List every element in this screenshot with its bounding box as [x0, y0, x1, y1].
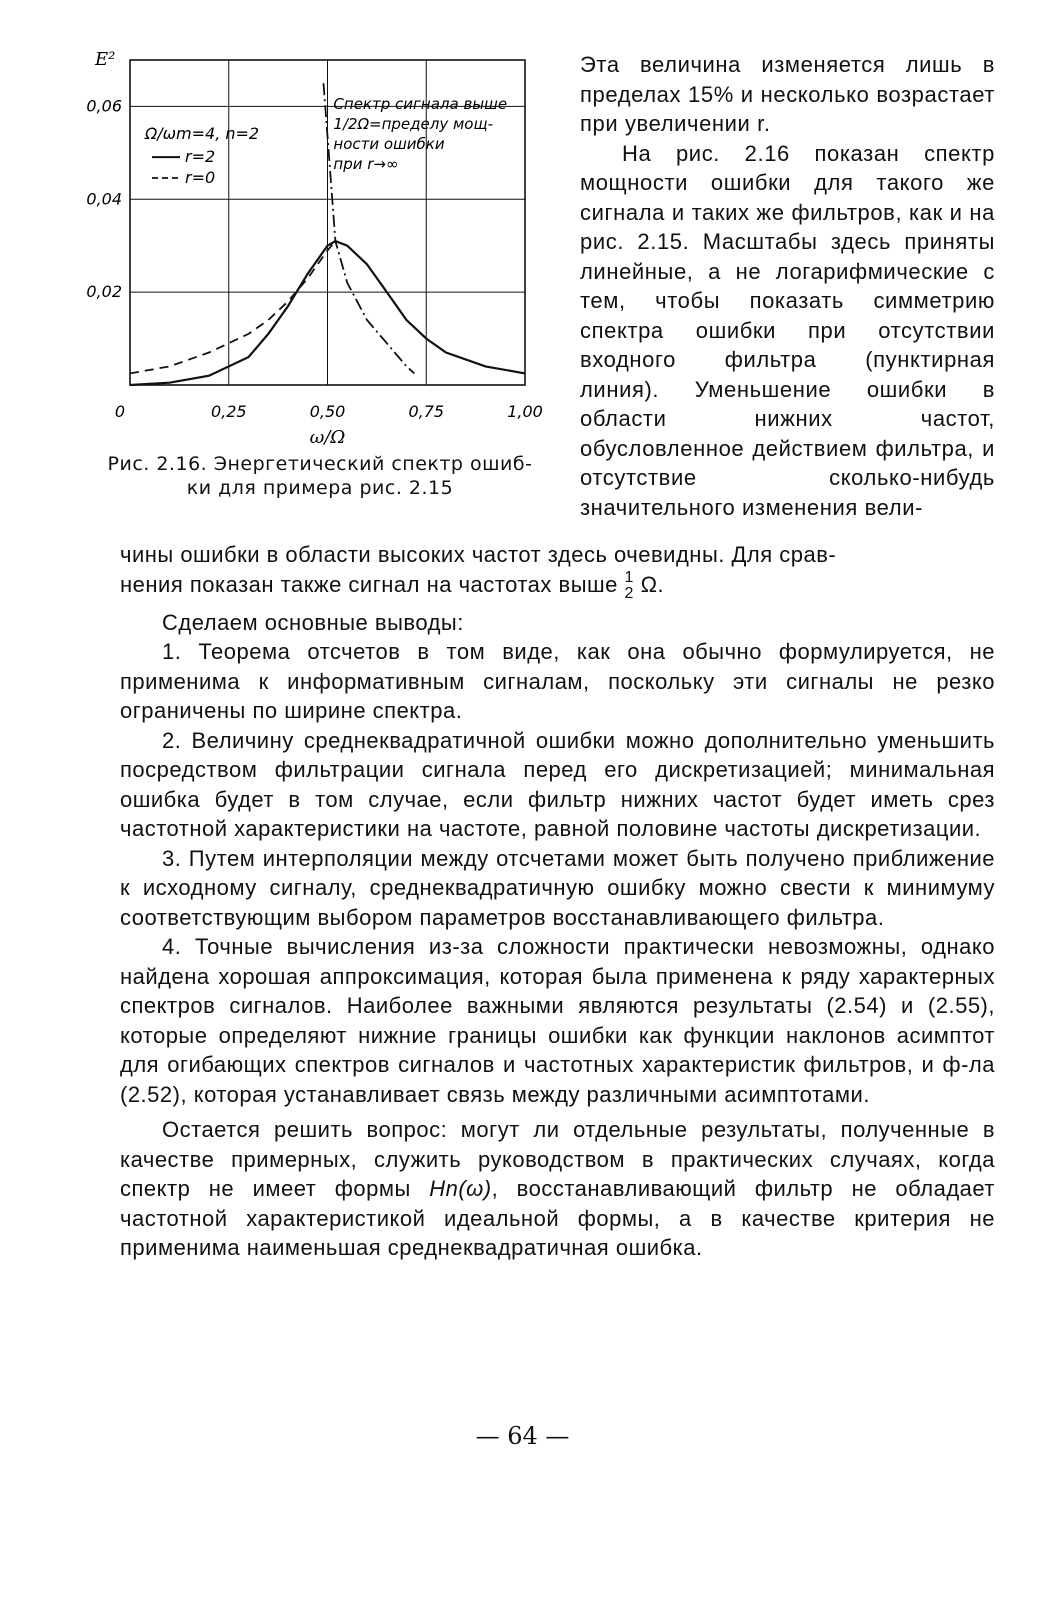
conclusion-item-3: 3. Путем интерполяции между отсчетами может быть получено приближение к исходному сигналу, среднеквадратичную ошибку можно свести к минимуму соответствующим выбором параметров восстанавливающего фильтра. — [120, 845, 995, 930]
conclusions-intro: Сделаем основные выводы: — [162, 609, 464, 635]
conclusion-item-1: 1. Теорема отсчетов в том виде, как она обычно формулируется, не применима к информативным сигналам, поскольку эти сигналы не резко ограничены по ширине спектра. — [120, 639, 995, 724]
main-body-text — [120, 540, 995, 1263]
legend-solid-label: r=2 — [185, 147, 216, 167]
annotation-line-0: Спектр сигнала выше — [333, 94, 508, 113]
x-axis-label: ω/Ω — [309, 427, 346, 448]
legend-dashed-label: r=0 — [185, 168, 216, 188]
annotation-line-1: 1/2Ω=пределу мощ- — [333, 114, 494, 133]
conclusion-item-2: 2. Величину среднеквадратичной ошибки можно дополнительно уменьшить посредством фильтрации сигнала перед его дискретизацией; минимальная ошибка будет в том случае, если фильтр нижних частот будет иметь срез частотной характеристики на частоте, равной половине частоты дискретизации. — [120, 727, 995, 842]
x-tick-label-1: 0,25 — [210, 402, 247, 421]
series-line-r0 — [130, 241, 335, 373]
x-tick-label-0: 0 — [114, 402, 126, 421]
continuation-text: нения показан также сигнал на частотах выше — [120, 571, 618, 597]
error-spectrum-chart — [55, 45, 560, 515]
y-axis-label: E² — [95, 49, 116, 70]
continuation-line-2 — [120, 570, 995, 602]
x-tick-label-3: 0,75 — [408, 402, 445, 421]
legend-params: Ω/ωm=4, n=2 — [145, 123, 260, 143]
conclusion-item-4: 4. Точные вычисления из-за сложности практически невозможны, однако найдена хорошая аппроксимация, которая была применена к ряду характерных спектров сигналов. Наиболее важными являются результаты (2.54) и (2.55), которые определяют нижние границы ошибки как функции наклонов асимптот для огибающих спектров сигналов и частотных характеристик фильтров, и ф-ла (2.52), которая устанавливает связь между различными асимптотами. — [120, 934, 995, 1107]
x-tick-label-4: 1,00 — [507, 402, 543, 421]
caption-line-1: Рис. 2.16. Энергетический спектр ошиб- — [107, 453, 533, 475]
paragraph-variation: Эта величина изменяется лишь в пределах 15% и несколько возрастает при увеличении r. — [580, 52, 995, 136]
fraction-numerator: 1 — [624, 568, 634, 586]
final-text-start: Остается решить вопрос: могут ли отдельные результаты, полученные в качестве примерных, служить руководством в практических случаях, когда спектр не имеет формы — [120, 1117, 995, 1202]
final-text-end: , восстанавливающий фильтр не обладает частотной характеристикой идеальной формы, а в качестве критерия не применима наименьшая среднеквадратичная ошибка. — [120, 1176, 995, 1261]
fraction-one-half — [625, 570, 634, 602]
figure-2-16 — [55, 45, 560, 515]
math-hn-omega: Hn(ω) — [429, 1176, 492, 1202]
final-paragraph — [120, 1115, 995, 1263]
right-column-text — [580, 50, 995, 522]
annotation-line-2: ности ошибки — [333, 134, 445, 153]
y-tick-label-0: 0,06 — [86, 96, 122, 116]
figure-caption — [85, 452, 555, 500]
fraction-denominator: 2 — [624, 584, 634, 602]
y-tick-label-2: 0,02 — [86, 282, 122, 302]
page-number: — 64 — — [475, 1422, 570, 1450]
omega-symbol: Ω. — [640, 571, 665, 597]
y-tick-label-1: 0,04 — [86, 189, 122, 209]
paragraph-fig-description: На рис. 2.16 показан спектр мощности ошибки для такого же сигнала и таких же фильтров, как и на рис. 2.15. Масштабы здесь приняты линейные, а не логарифмические с тем, чтобы показать симметрию спектра ошибки при отсутствии входного фильтра (пунктирная линия). Уменьшение ошибки в области нижних частот, обусловленное действием фильтра, и отсутствие сколько-нибудь значительного изменения вели- — [580, 140, 995, 520]
x-tick-label-2: 0,50 — [309, 402, 346, 421]
annotation-line-3: при r→∞ — [333, 154, 399, 173]
continuation-line-1: чины ошибки в области высоких частот здесь очевидны. Для срав- — [120, 542, 837, 567]
caption-line-2: ки для примера рис. 2.15 — [186, 477, 454, 499]
